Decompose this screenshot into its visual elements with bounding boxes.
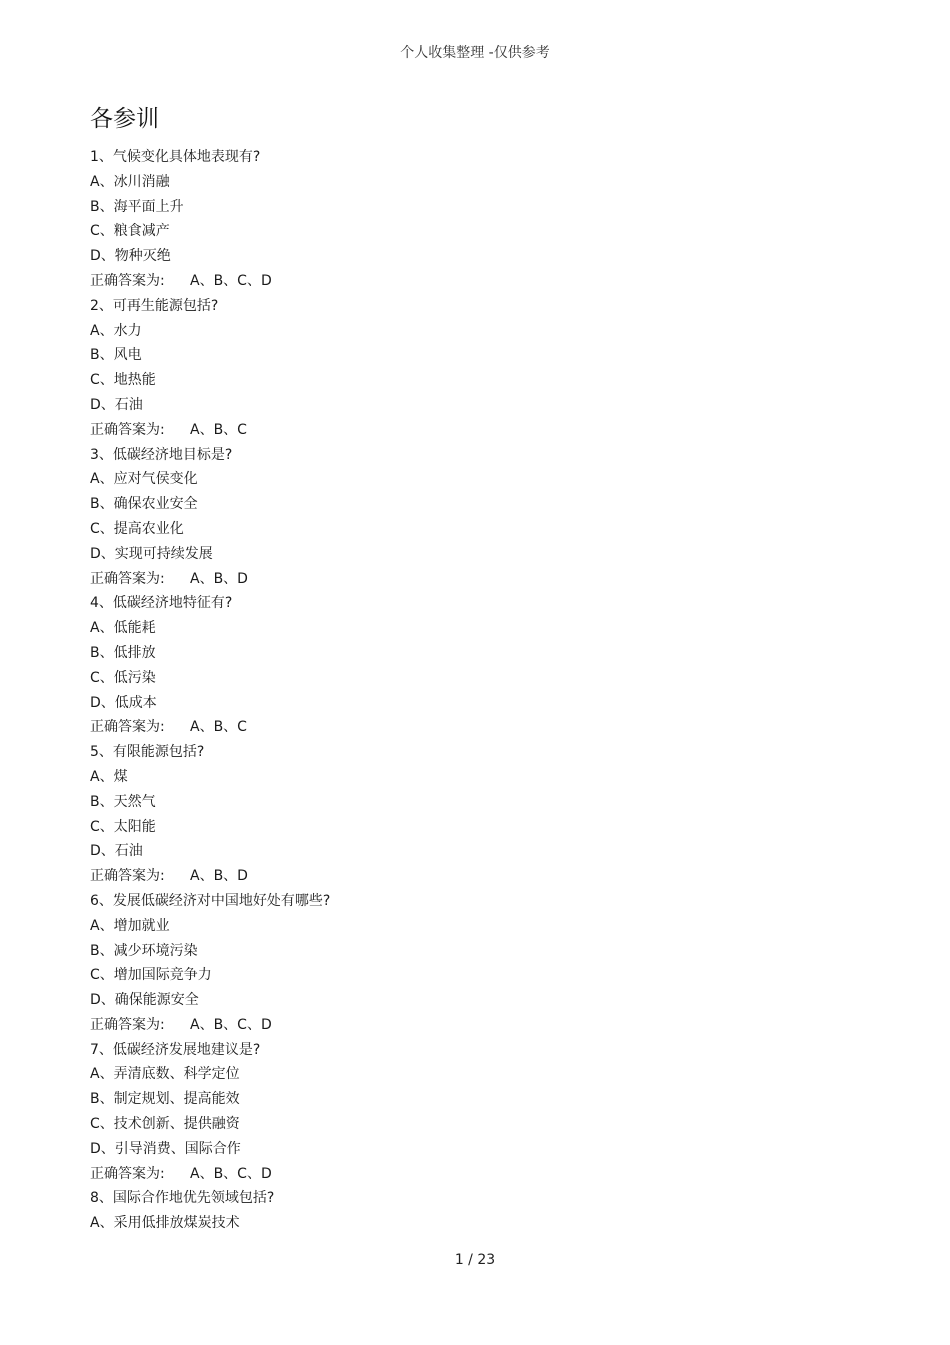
answer-label: 正确答案为: bbox=[90, 570, 165, 587]
page-header: 个人收集整理 -仅供参考 bbox=[400, 45, 550, 61]
answer-value: A、B、C、D bbox=[190, 1165, 272, 1182]
option-text: D、石油 bbox=[90, 843, 143, 860]
answer-label: 正确答案为: bbox=[90, 868, 165, 885]
option-text: A、冰川消融 bbox=[90, 173, 170, 190]
question-text: 7、低碳经济发展地建议是? bbox=[90, 1041, 261, 1058]
option-text: A、采用低排放煤炭技术 bbox=[90, 1215, 240, 1232]
answer-line bbox=[90, 269, 890, 294]
option-text: D、石油 bbox=[90, 396, 143, 413]
option-text: C、增加国际竞争力 bbox=[90, 967, 212, 984]
answer-line bbox=[90, 1162, 890, 1187]
option-text: B、低排放 bbox=[90, 644, 156, 661]
question-text: 8、国际合作地优先领域包括? bbox=[90, 1190, 275, 1207]
option-text: D、确保能源安全 bbox=[90, 992, 199, 1009]
option-text: A、弄清底数、科学定位 bbox=[90, 1066, 240, 1083]
option-text: A、煤 bbox=[90, 768, 128, 785]
page-number: 1 / 23 bbox=[454, 1252, 496, 1268]
option-text: D、物种灭绝 bbox=[90, 248, 171, 265]
option-text: B、海平面上升 bbox=[90, 198, 184, 215]
answer-line bbox=[90, 1013, 890, 1038]
option-text: B、风电 bbox=[90, 347, 142, 364]
option-text: C、提高农业化 bbox=[90, 520, 184, 537]
option-text: C、地热能 bbox=[90, 372, 156, 389]
answer-value: A、B、D bbox=[190, 868, 248, 885]
option-text: A、水力 bbox=[90, 322, 142, 339]
answer-line bbox=[90, 715, 890, 740]
option-text: D、引导消费、国际合作 bbox=[90, 1140, 241, 1157]
question-text: 6、发展低碳经济对中国地好处有哪些? bbox=[90, 892, 331, 909]
answer-label: 正确答案为: bbox=[90, 719, 165, 736]
question-text: 2、可再生能源包括? bbox=[90, 297, 219, 314]
option-text: C、太阳能 bbox=[90, 818, 156, 835]
answer-value: A、B、C bbox=[190, 719, 247, 736]
answer-line bbox=[90, 567, 890, 592]
question-text: 3、低碳经济地目标是? bbox=[90, 446, 233, 463]
option-text: A、增加就业 bbox=[90, 917, 170, 934]
question-text: 4、低碳经济地特征有? bbox=[90, 595, 233, 612]
answer-value: A、B、C bbox=[190, 421, 247, 438]
option-text: B、确保农业安全 bbox=[90, 496, 198, 513]
answer-value: A、B、C、D bbox=[190, 272, 272, 289]
answer-line bbox=[90, 418, 890, 443]
answer-value: A、B、C、D bbox=[190, 1016, 272, 1033]
question-text: 5、有限能源包括? bbox=[90, 744, 205, 761]
answer-value: A、B、D bbox=[190, 570, 248, 587]
option-text: C、低污染 bbox=[90, 669, 156, 686]
answer-label: 正确答案为: bbox=[90, 1165, 165, 1182]
option-text: B、制定规划、提高能效 bbox=[90, 1091, 240, 1108]
question-list bbox=[90, 145, 890, 1236]
answer-label: 正确答案为: bbox=[90, 421, 165, 438]
answer-label: 正确答案为: bbox=[90, 1016, 165, 1033]
question-text: 1、气候变化具体地表现有? bbox=[90, 149, 261, 165]
option-text: D、实现可持续发展 bbox=[90, 545, 213, 562]
option-text: A、应对气侯变化 bbox=[90, 471, 198, 488]
option-text: A、低能耗 bbox=[90, 620, 156, 637]
option-text: B、天然气 bbox=[90, 793, 156, 810]
option-text: C、技术创新、提供融资 bbox=[90, 1116, 240, 1133]
answer-line bbox=[90, 864, 890, 889]
answer-label: 正确答案为: bbox=[90, 272, 165, 289]
option-text: B、减少环境污染 bbox=[90, 942, 198, 959]
document-title: 各参训 bbox=[90, 106, 159, 132]
option-text: C、粮食减产 bbox=[90, 223, 170, 240]
option-text: D、低成本 bbox=[90, 694, 157, 711]
